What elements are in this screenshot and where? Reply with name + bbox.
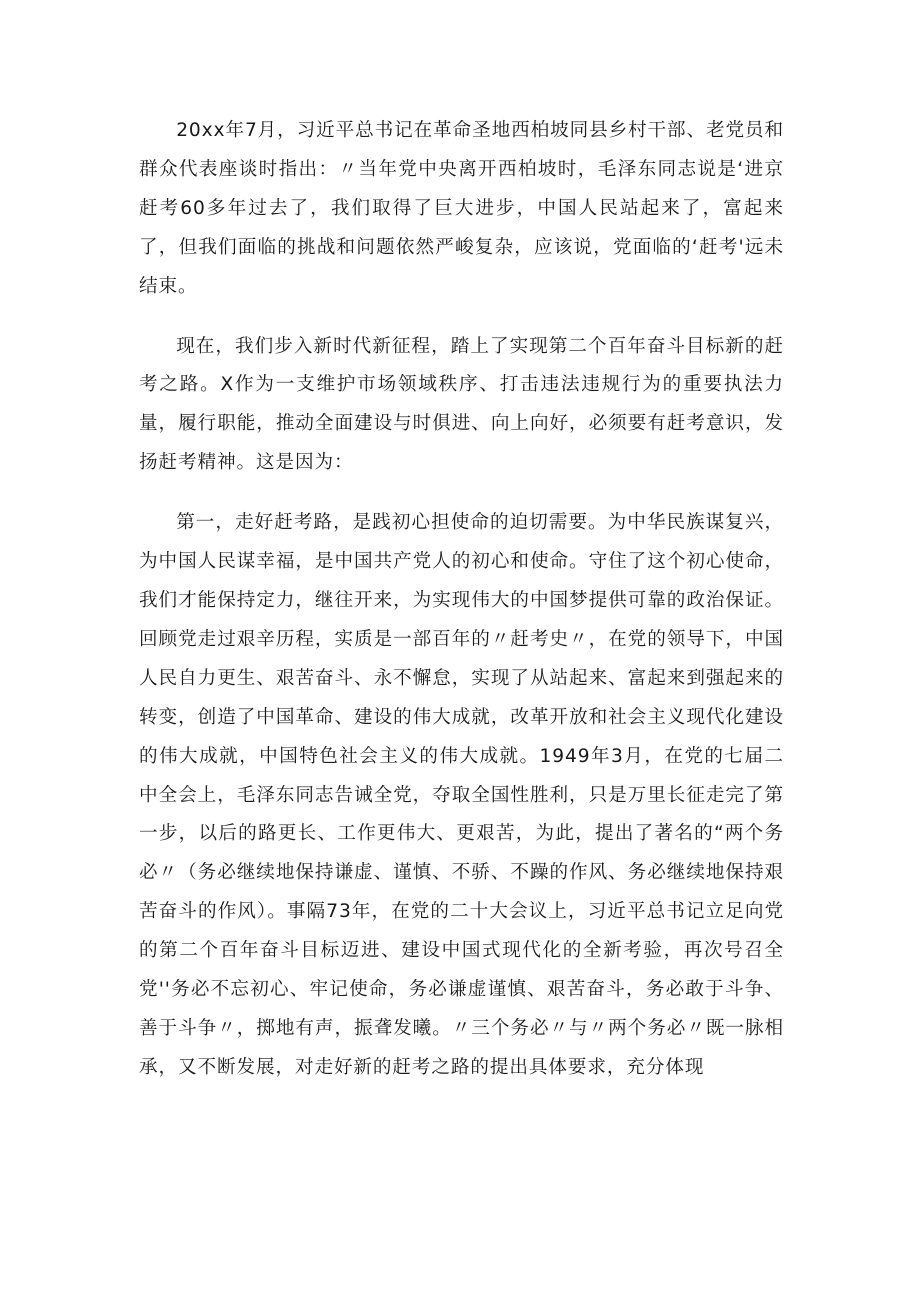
paragraph-2: 现在，我们步入新时代新征程，踏上了实现第二个百年奋斗目标新的赶考之路。X作为一支维护市场领域秩序、打击违法违规行为的重要执法力量，履行职能，推动全面建设与时俱进、向上向好，必须要有赶考意识，发扬赶考精神。这是因为： <box>139 335 784 474</box>
document-body <box>139 112 784 1088</box>
paragraph-3: 第一，走好赶考路，是践初心担使命的迫切需要。为中华民族谋复兴，为中国人民谋幸福，是中国共产党人的初心和使命。守住了这个初心使命，我们才能保持定力，继往开来，为实现伟大的中国梦提供可靠的政治保证。回顾党走过艰辛历程，实质是一部百年的〃赶考史〃，在党的领导下，中国人民自力更生、艰苦奋斗、永不懈怠，实现了从站起来、富起来到强起来的转变，创造了中国革命、建设的伟大成就，改革开放和社会主义现代化建设的伟大成就，中国特色社会主义的伟大成就。1949年3月，在党的七届二中全会上，毛泽东同志告诫全党，夺取全国性胜利，只是万里长征走完了第一步，以后的路更长、工作更伟大、更艰苦，为此，提出了著名的“两个务必〃（务必继续地保持谦虚、谨慎、不骄、不躁的作风、务必继续地保持艰苦奋斗的作风）。事隔73年，在党的二十大会议上，习近平总书记立足向党的第二个百年奋斗目标迈进、建设中国式现代化的全新考验，再次号召全党''务必不忘初心、牢记使命，务必谦虚谨慎、艰苦奋斗，务必敢于斗争、善于斗争〃，掷地有声，振聋发曦。〃三个务必〃与〃两个务必〃既一脉相承，又不断发展，对走好新的赶考之路的提出具体要求，充分体现 <box>139 512 784 1078</box>
paragraph-1: 20xx年7月，习近平总书记在革命圣地西柏坡同县乡村干部、老党员和群众代表座谈时指出：〃当年党中央离开西柏坡时，毛泽东同志说是‘进京赶考60多年过去了，我们取得了巨大进步，中国人民站起来了，富起来了，但我们面临的挑战和问题依然严峻复杂，应该说，党面临的‘赶考'远未结束。 <box>139 120 785 297</box>
